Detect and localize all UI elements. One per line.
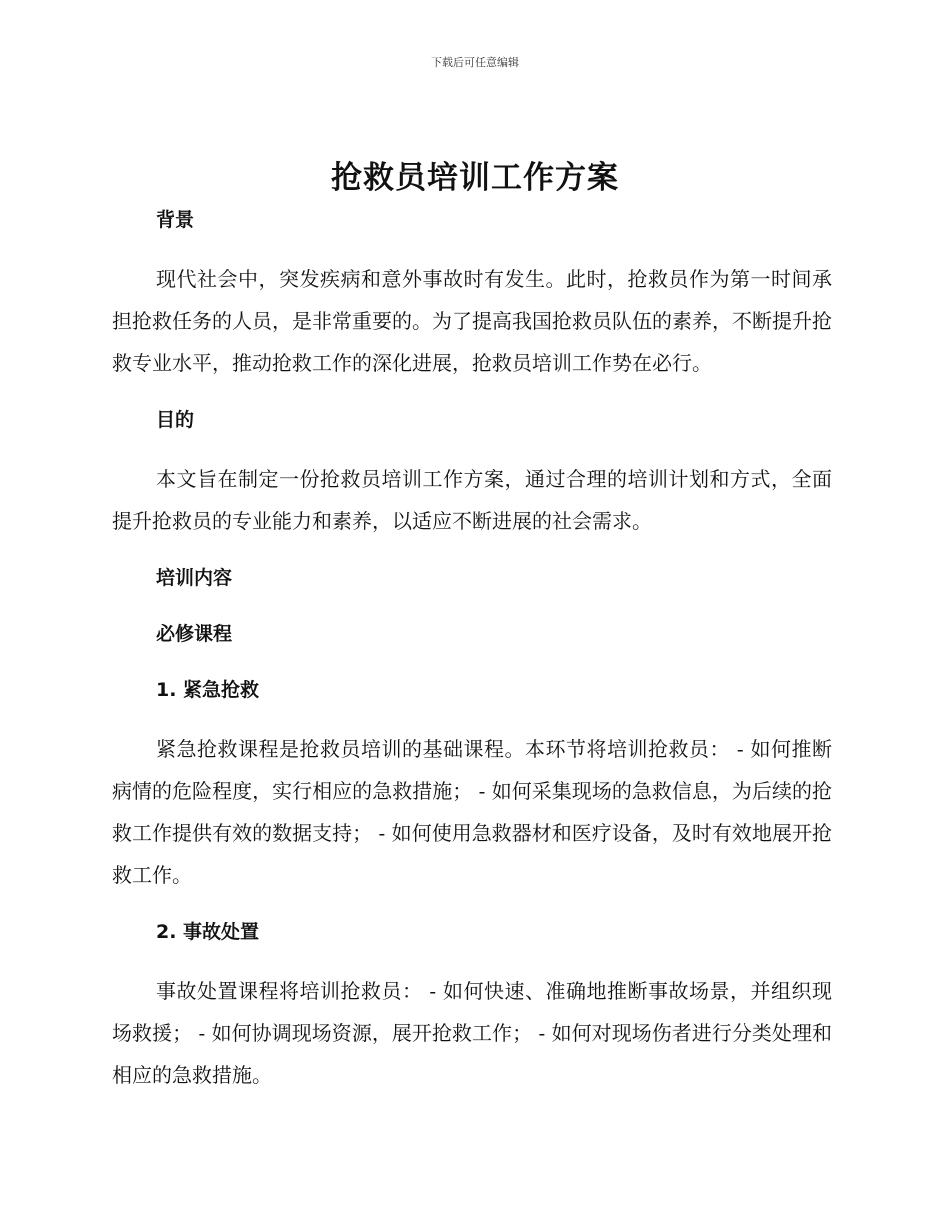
purpose-paragraph: 本文旨在制定一份抢救员培训工作方案，通过合理的培训计划和方式，全面提升抢救员的专业能力和素养，以适应不断进展的社会需求。	[112, 467, 832, 533]
course-emergency-rescue-heading: 1. 紧急抢救	[156, 679, 260, 701]
course-emergency-rescue-paragraph: 紧急抢救课程是抢救员培训的基础课程。本环节将培训抢救员： - 如何推断病情的危险程度，实行相应的急救措施； - 如何采集现场的急救信息，为后续的抢救工作提供有效的数据支持； - 如何使用急救器材和医疗设备，及时有效地展开抢救工作。	[112, 737, 832, 887]
purpose-heading: 目的	[156, 409, 195, 431]
header-note: 下载后可任意编辑	[431, 56, 519, 69]
course-accident-handling-heading: 2. 事故处置	[156, 921, 260, 943]
background-paragraph: 现代社会中，突发疾病和意外事故时有发生。此时，抢救员作为第一时间承担抢救任务的人员，是非常重要的。为了提高我国抢救员队伍的素养，不断提升抢救专业水平，推动抢救工作的深化进展，抢救员培训工作势在必行。	[112, 267, 832, 375]
required-courses-heading: 必修课程	[156, 623, 233, 645]
document-title: 抢救员培训工作方案	[331, 160, 619, 196]
course-accident-handling-paragraph: 事故处置课程将培训抢救员： - 如何快速、准确地推断事故场景，并组织现场救援； - 如何协调现场资源，展开抢救工作； - 如何对现场伤者进行分类处理和相应的急救措施。	[112, 979, 832, 1087]
background-heading: 背景	[156, 209, 195, 231]
training-content-heading: 培训内容	[156, 567, 233, 589]
document-body	[112, 204, 832, 1096]
